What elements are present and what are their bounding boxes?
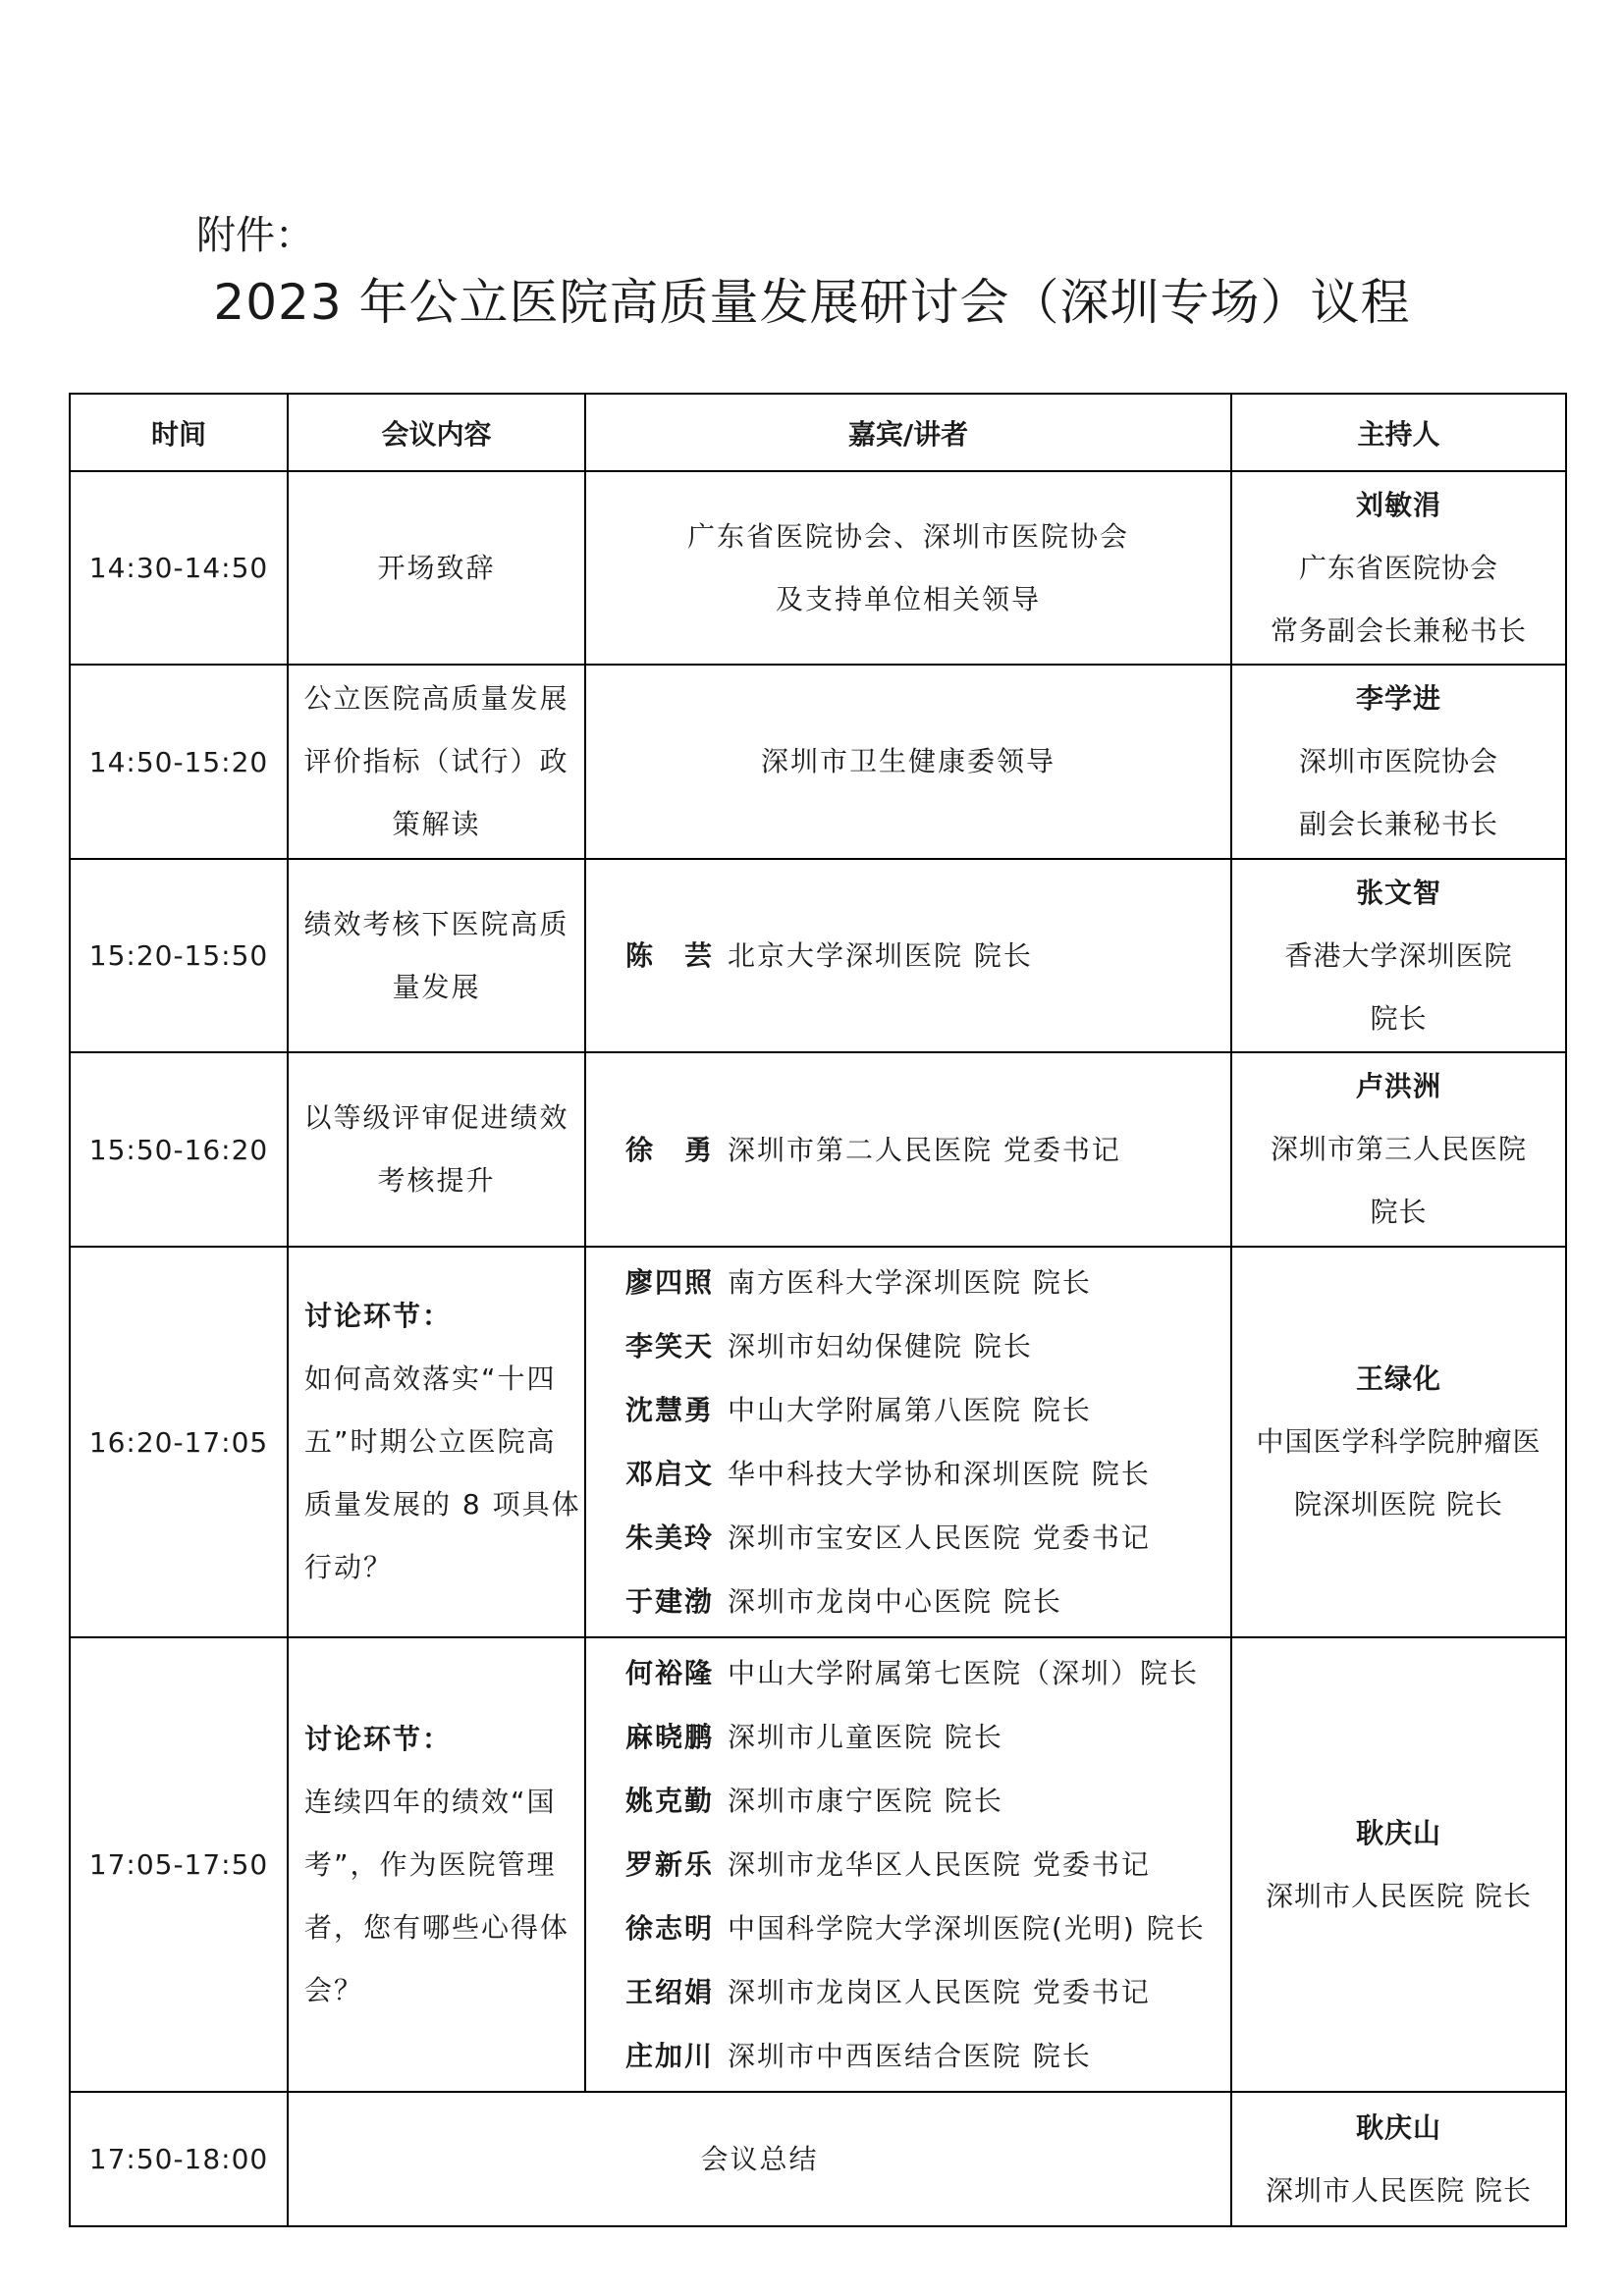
host-cell bbox=[1231, 1637, 1566, 2092]
host-cell bbox=[1231, 859, 1566, 1052]
host-cell bbox=[1231, 2092, 1566, 2226]
panelist-title: 深圳市龙岗中心医院 院长 bbox=[728, 1585, 1062, 1618]
host-name: 刘敏涓 bbox=[1355, 488, 1441, 521]
panelist-row bbox=[625, 2024, 1230, 2088]
guest-cell bbox=[585, 859, 1231, 1052]
host-title-line: 深圳市第三人民医院 bbox=[1270, 1133, 1527, 1165]
content-line: 者，您有哪些心得体 bbox=[304, 1910, 570, 1944]
panelist-name: 王绍娟 bbox=[625, 1976, 715, 2008]
panelist-name: 徐志明 bbox=[625, 1912, 715, 1945]
guest-line: 及支持单位相关领导 bbox=[775, 582, 1041, 615]
attachment-label: 附件： bbox=[196, 213, 314, 258]
panelist-row bbox=[625, 1570, 1230, 1633]
speaker-title: 北京大学深圳医院 院长 bbox=[728, 939, 1033, 972]
panelist-row bbox=[625, 1833, 1230, 1896]
content-cell: 会议总结 bbox=[288, 2092, 1231, 2226]
time-cell: 17:50-18:00 bbox=[70, 2092, 288, 2226]
host-title-line: 副会长兼秘书长 bbox=[1298, 808, 1498, 840]
host-cell bbox=[1231, 665, 1566, 859]
host-cell bbox=[1231, 471, 1566, 665]
host-title-line: 院深圳医院 院长 bbox=[1294, 1488, 1503, 1521]
speaker-row bbox=[625, 924, 1230, 988]
header-row bbox=[70, 394, 1566, 471]
host-title-line: 深圳市医院协会 bbox=[1298, 745, 1498, 777]
host-name: 张文智 bbox=[1355, 876, 1441, 909]
panelist-title: 华中科技大学协和深圳医院 院长 bbox=[728, 1458, 1151, 1490]
panelist-row bbox=[625, 1314, 1230, 1378]
content-line: 评价指标（试行）政 bbox=[303, 745, 569, 777]
host-title-line: 常务副会长兼秘书长 bbox=[1270, 614, 1527, 647]
panelist-title: 南方医科大学深圳医院 院长 bbox=[728, 1266, 1092, 1299]
panelist-title: 深圳市儿童医院 院长 bbox=[728, 1721, 1003, 1753]
guest-line: 广东省医院协会、深圳市医院协会 bbox=[686, 519, 1129, 553]
panelist-title: 深圳市中西医结合医院 院长 bbox=[728, 2040, 1092, 2072]
panelist-row bbox=[625, 1442, 1230, 1506]
speaker-name: 陈 芸 bbox=[625, 939, 715, 972]
host-title-line: 广东省医院协会 bbox=[1298, 551, 1498, 584]
header-guests: 嘉宾/讲者 bbox=[585, 394, 1231, 471]
table-row bbox=[70, 665, 1566, 859]
panelist-name: 沈慧勇 bbox=[625, 1394, 715, 1426]
panelist-title: 深圳市宝安区人民医院 党委书记 bbox=[728, 1522, 1151, 1554]
content-line: 以等级评审促进绩效 bbox=[303, 1101, 569, 1134]
host-name: 卢洪洲 bbox=[1355, 1070, 1441, 1102]
agenda-table bbox=[69, 393, 1567, 2227]
panelist-row bbox=[625, 1705, 1230, 1769]
host-title-line: 香港大学深圳医院 bbox=[1284, 938, 1513, 972]
panelist-title: 深圳市龙华区人民医院 党委书记 bbox=[728, 1848, 1151, 1881]
panelist-name: 罗新乐 bbox=[625, 1848, 715, 1881]
panelist-title: 深圳市龙岗区人民医院 党委书记 bbox=[728, 1976, 1151, 2008]
content-line: 质量发展的 8 项具体 bbox=[304, 1488, 581, 1521]
panelist-row bbox=[625, 1506, 1230, 1570]
table-row bbox=[70, 1052, 1566, 1247]
content-cell bbox=[288, 1637, 585, 2092]
content-line: 考”，作为医院管理 bbox=[304, 1847, 557, 1881]
content-line: 策解读 bbox=[392, 808, 481, 840]
content-line: 如何高效落实“十四 bbox=[304, 1362, 557, 1395]
discussion-label: 讨论环节： bbox=[304, 1300, 453, 1332]
host-name: 耿庆山 bbox=[1355, 1816, 1441, 1849]
speaker-row bbox=[625, 1118, 1230, 1182]
content-line: 行动？ bbox=[304, 1551, 394, 1583]
host-title-line: 深圳市人民医院 院长 bbox=[1266, 1879, 1532, 1912]
panelist-name: 何裕隆 bbox=[625, 1657, 715, 1689]
time-cell: 14:50-15:20 bbox=[70, 665, 288, 859]
panelist-row bbox=[625, 1378, 1230, 1442]
host-name: 李学进 bbox=[1355, 682, 1441, 715]
panelist-name: 朱美玲 bbox=[625, 1522, 715, 1554]
panelist-name: 廖四照 bbox=[625, 1266, 715, 1299]
panelist-name: 姚克勤 bbox=[625, 1785, 715, 1817]
host-title-line: 院长 bbox=[1370, 1001, 1428, 1035]
time-cell: 16:20-17:05 bbox=[70, 1247, 288, 1637]
host-name: 王绿化 bbox=[1355, 1362, 1441, 1395]
host-cell bbox=[1231, 1052, 1566, 1247]
panelist-name: 于建渤 bbox=[625, 1585, 715, 1618]
content-line: 考核提升 bbox=[377, 1164, 496, 1197]
speaker-name: 徐 勇 bbox=[625, 1133, 715, 1166]
panelist-name: 邓启文 bbox=[625, 1458, 715, 1490]
host-name: 耿庆山 bbox=[1355, 2110, 1441, 2144]
table-row bbox=[70, 2092, 1566, 2226]
header-time: 时间 bbox=[70, 394, 288, 471]
discussion-label: 讨论环节： bbox=[304, 1722, 453, 1755]
header-host: 主持人 bbox=[1231, 394, 1566, 471]
panelist-name: 庄加川 bbox=[625, 2040, 715, 2072]
panelist-title: 中山大学附属第八医院 院长 bbox=[728, 1394, 1092, 1426]
content-cell bbox=[288, 1052, 585, 1247]
guest-cell bbox=[585, 1052, 1231, 1247]
speaker-title: 深圳市第二人民医院 党委书记 bbox=[728, 1133, 1121, 1166]
host-title-line: 院长 bbox=[1370, 1196, 1428, 1228]
panelist-title: 中国科学院大学深圳医院(光明) 院长 bbox=[728, 1912, 1206, 1945]
time-cell: 15:50-16:20 bbox=[70, 1052, 288, 1247]
table-row bbox=[70, 859, 1566, 1052]
panelist-name: 麻晓鹏 bbox=[625, 1721, 715, 1753]
content-line: 连续四年的绩效“国 bbox=[304, 1785, 557, 1818]
content-line: 公立医院高质量发展 bbox=[303, 682, 569, 715]
host-title-line: 深圳市人民医院 院长 bbox=[1266, 2173, 1532, 2207]
panelist-row bbox=[625, 1769, 1230, 1833]
document-title: 2023 年公立医院高质量发展研讨会（深圳专场）议程 bbox=[213, 274, 1411, 331]
content-line: 会？ bbox=[304, 1973, 364, 2006]
header-content: 会议内容 bbox=[288, 394, 585, 471]
time-cell: 15:20-15:50 bbox=[70, 859, 288, 1052]
panelist-row bbox=[625, 1960, 1230, 2024]
guest-cell bbox=[585, 1637, 1231, 2092]
host-cell bbox=[1231, 1247, 1566, 1637]
guest-cell bbox=[585, 665, 1231, 859]
guest-line: 深圳市卫生健康委领导 bbox=[760, 745, 1056, 777]
panelist-row bbox=[625, 1251, 1230, 1314]
guest-cell bbox=[585, 1247, 1231, 1637]
panelist-title: 深圳市康宁医院 院长 bbox=[728, 1785, 1003, 1817]
panelist-title: 深圳市妇幼保健院 院长 bbox=[728, 1330, 1033, 1362]
table-row bbox=[70, 471, 1566, 665]
table-row bbox=[70, 1637, 1566, 2092]
content-cell bbox=[288, 665, 585, 859]
content-line: 量发展 bbox=[392, 970, 481, 1003]
table-row bbox=[70, 1247, 1566, 1637]
content-cell bbox=[288, 859, 585, 1052]
panelist-row bbox=[625, 1896, 1230, 1960]
time-cell: 14:30-14:50 bbox=[70, 471, 288, 665]
host-title-line: 中国医学科学院肿瘤医 bbox=[1256, 1425, 1542, 1458]
panelist-row bbox=[625, 1641, 1230, 1705]
panelist-name: 李笑天 bbox=[625, 1330, 715, 1362]
panelist-title: 中山大学附属第七医院（深圳）院长 bbox=[728, 1657, 1200, 1689]
content-line: 五”时期公立医院高 bbox=[304, 1425, 557, 1458]
time-cell: 17:05-17:50 bbox=[70, 1637, 288, 2092]
content-cell bbox=[288, 1247, 585, 1637]
guest-cell bbox=[585, 471, 1231, 665]
content-cell: 开场致辞 bbox=[288, 471, 585, 665]
content-line: 绩效考核下医院高质 bbox=[303, 907, 569, 940]
